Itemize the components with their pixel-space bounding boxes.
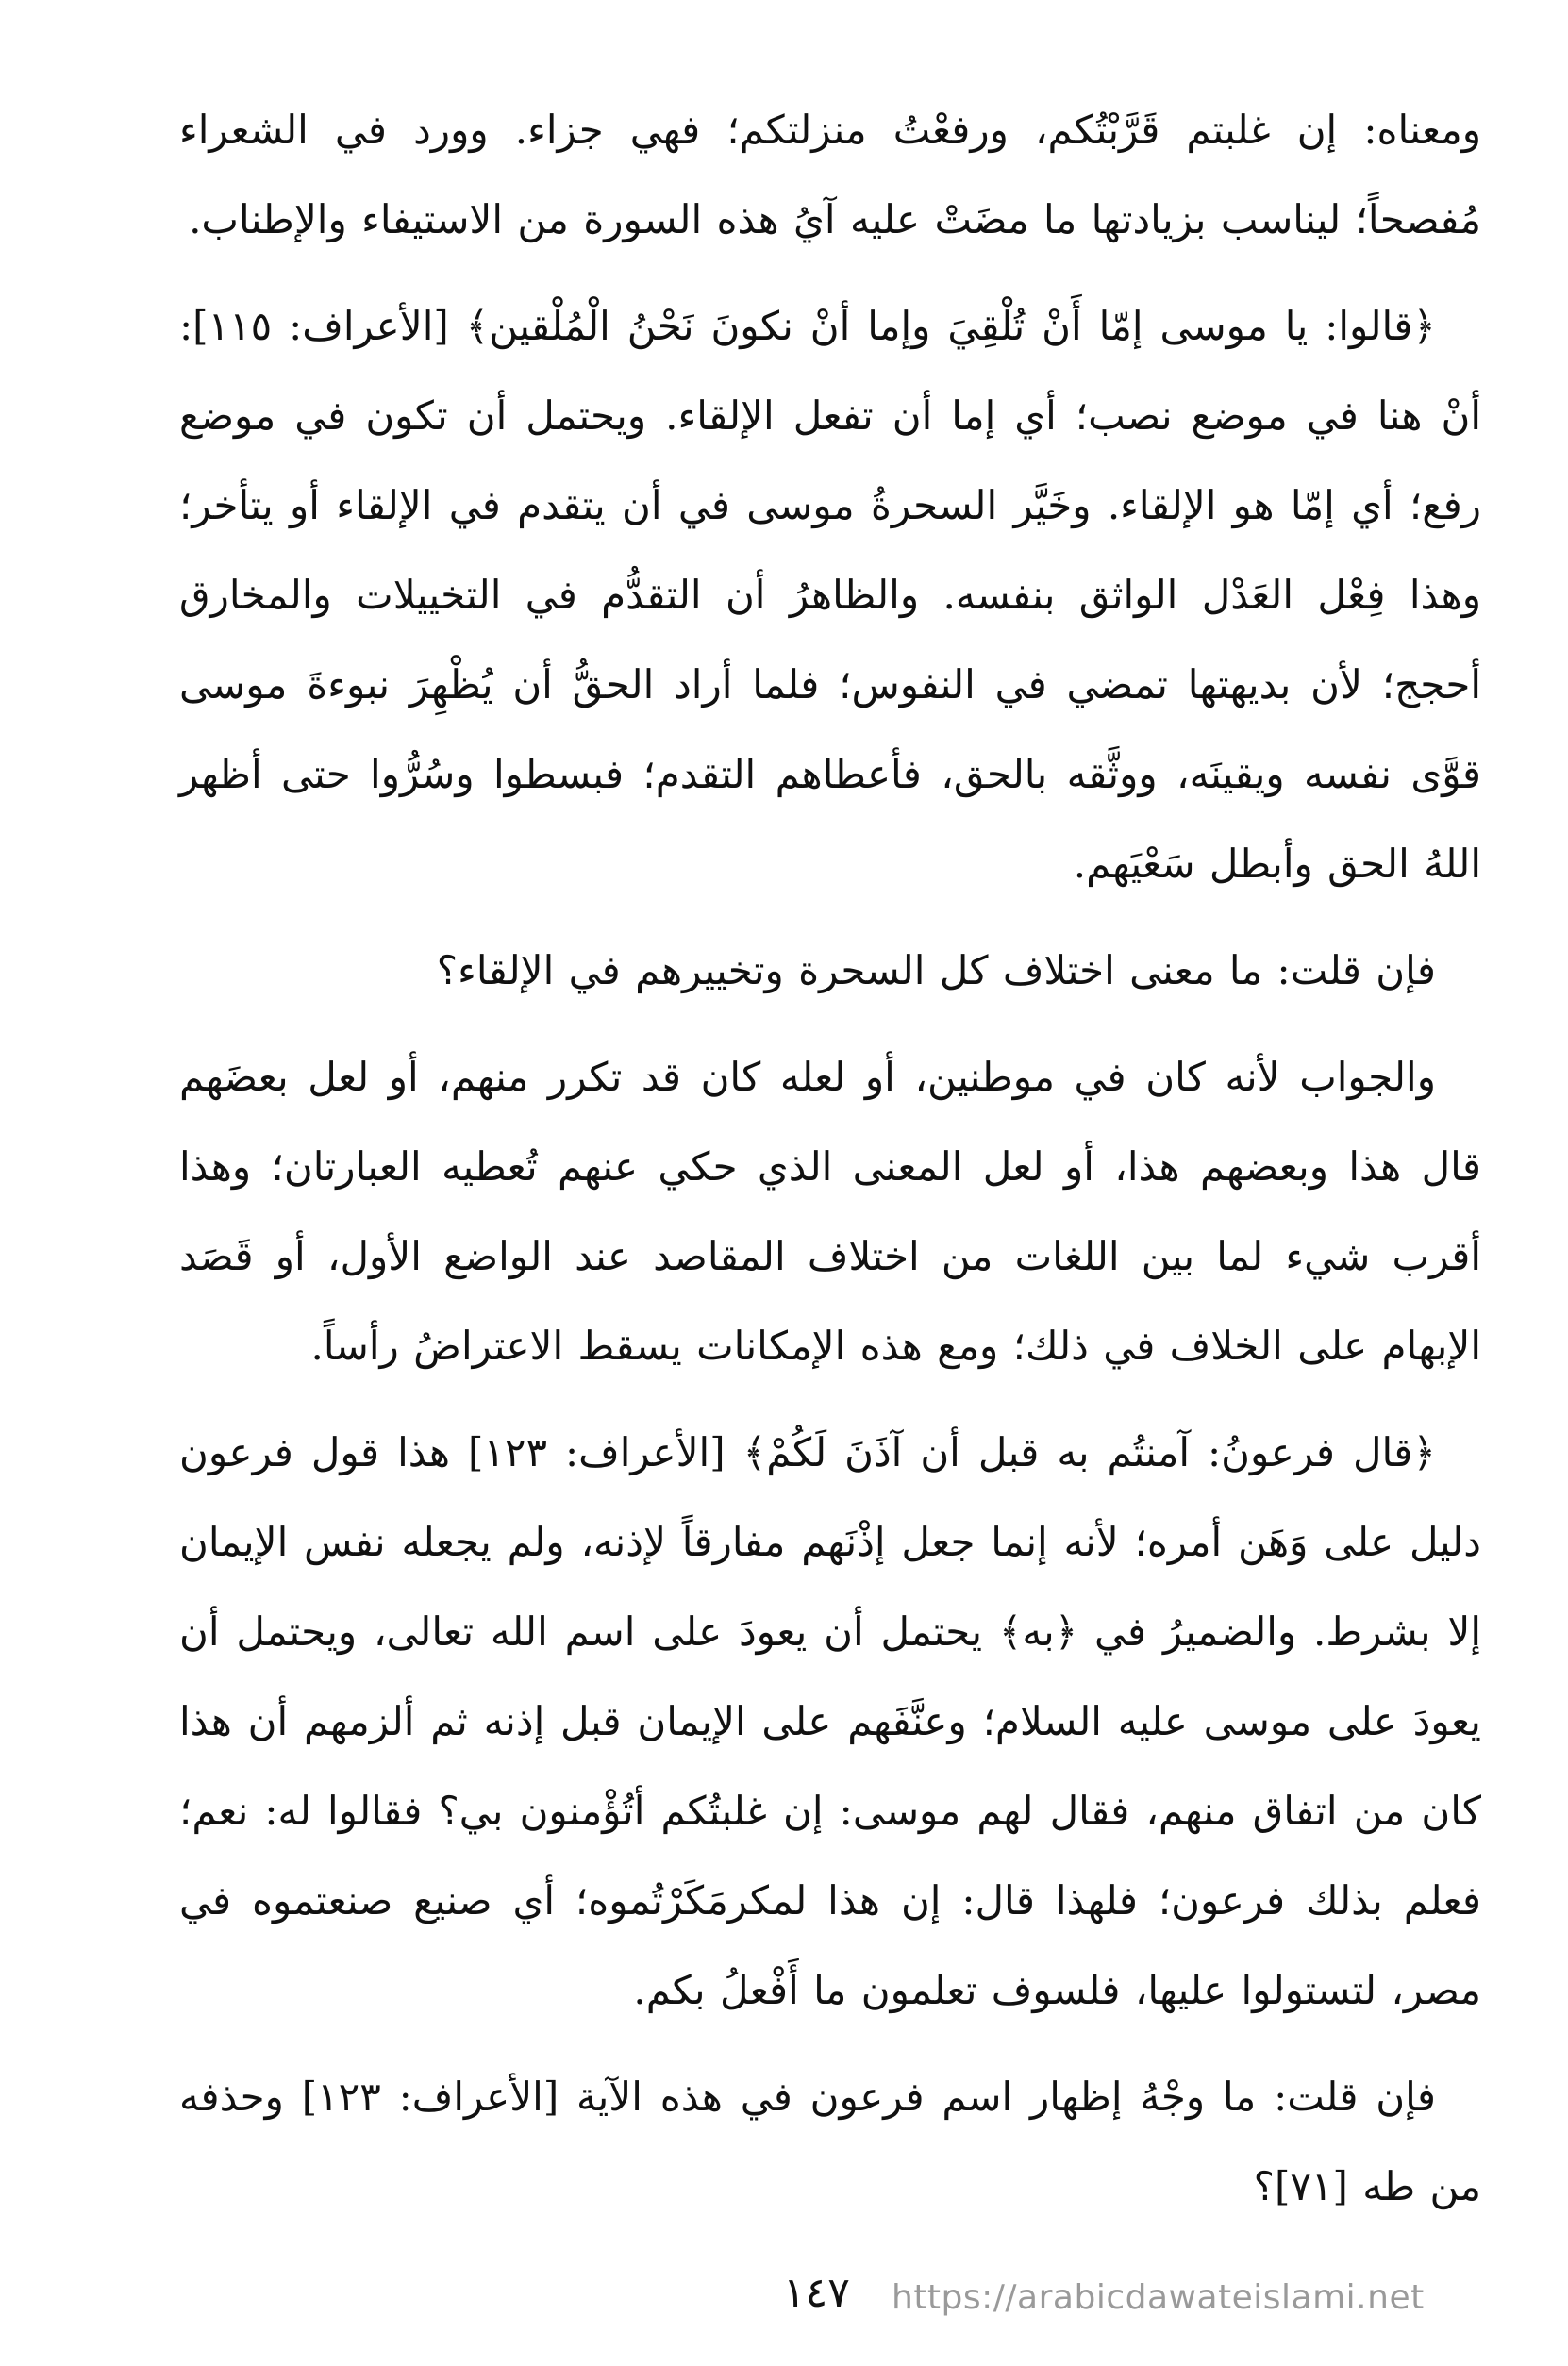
paragraph-2: ﴿قالوا: يا موسى إمّا أَنْ تُلْقِيَ وإما أنْ نكونَ نَحْنُ الْمُلْقين﴾ [الأعراف: ١١٥]: أنْ هنا في موضع نصب؛ أي إما أن تفعل الإلقاء. ويحتمل أن تكون في موضع رفع؛ أي إمّا هو الإلقاء. وخَيَّر السحرةُ موسى في أن يتقدم في الإلقاء أو يتأخر؛ وهذا فِعْل العَدْل الواثق بنفسه. والظاهرُ أن التقدُّم في التخييلات والمخارق أحجج؛ لأن بديهتها تمضي في النفوس؛ فلما أراد الحقُّ أن يُظْهِرَ نبوءةَ موسى قوَّى نفسه ويقينَه، ووثَّقه بالحق، فأعطاهم التقدم؛ فبسطوا وسُرُّوا حتى أظهر اللهُ الحق وأبطل سَعْيَهم.	[179, 303, 1481, 887]
page-number: ١٤٧	[783, 2269, 850, 2317]
page-footer	[0, 2269, 1568, 2325]
paragraph-4: والجواب لأنه كان في موطنين، أو لعله كان قد تكرر منهم، أو لعل بعضَهم قال هذا وبعضهم هذا، أو لعل المعنى الذي حكي عنهم تُعطيه العبارتان؛ وهذا أقرب شيء لما بين اللغات من اختلاف المقاصد عند الواضع الأول، أو قَصَد الإبهام على الخلاف في ذلك؛ ومع هذه الإمكانات يسقط الاعتراضُ رأساً.	[179, 1054, 1481, 1369]
paragraph-6: فإن قلت: ما وجْهُ إظهار اسم فرعون في هذه الآية [الأعراف: ١٢٣] وحذفه من طه [٧١]؟	[179, 2074, 1481, 2209]
paragraph-5: ﴿قال فرعونُ: آمنتُم به قبل أن آذَنَ لَكُمْ﴾ [الأعراف: ١٢٣] هذا قول فرعون دليل على وَهَن أمره؛ لأنه إنما جعل إذْنَهم مفارقاً لإذنه، ولم يجعله نفس الإيمان إلا بشرط. والضميرُ في ﴿به﴾ يحتمل أن يعودَ على اسم الله تعالى، ويحتمل أن يعودَ على موسى عليه السلام؛ وعنَّفَهم على الإيمان قبل إذنه ثم ألزمهم أن هذا كان من اتفاق منهم، فقال لهم موسى: إن غلبتُكم أتُؤْمنون بي؟ فقالوا له: نعم؛ فعلم بذلك فرعون؛ فلهذا قال: إن هذا لمكرمَكَرْتُموه؛ أي صنيع صنعتموه في مصر، لتستولوا عليها، فلسوف تعلمون ما أَفْعلُ بكم.	[179, 1429, 1481, 2013]
paragraph-3: فإن قلت: ما معنى اختلاف كل السحرة وتخييرهم في الإلقاء؟	[436, 947, 1436, 993]
page-body	[179, 85, 1481, 2248]
watermark-url: https://arabicdawateislami.net	[892, 2278, 1425, 2317]
paragraph-1: ومعناه: إن غلبتم قَرَّبْتُكم، ورفعْتُ منزلتكم؛ فهي جزاء. وورد في الشعراء مُفصحاً؛ ليناسب بزيادتها ما مضَتْ عليه آيُ هذه السورة من الاستيفاء والإطناب.	[179, 107, 1481, 242]
